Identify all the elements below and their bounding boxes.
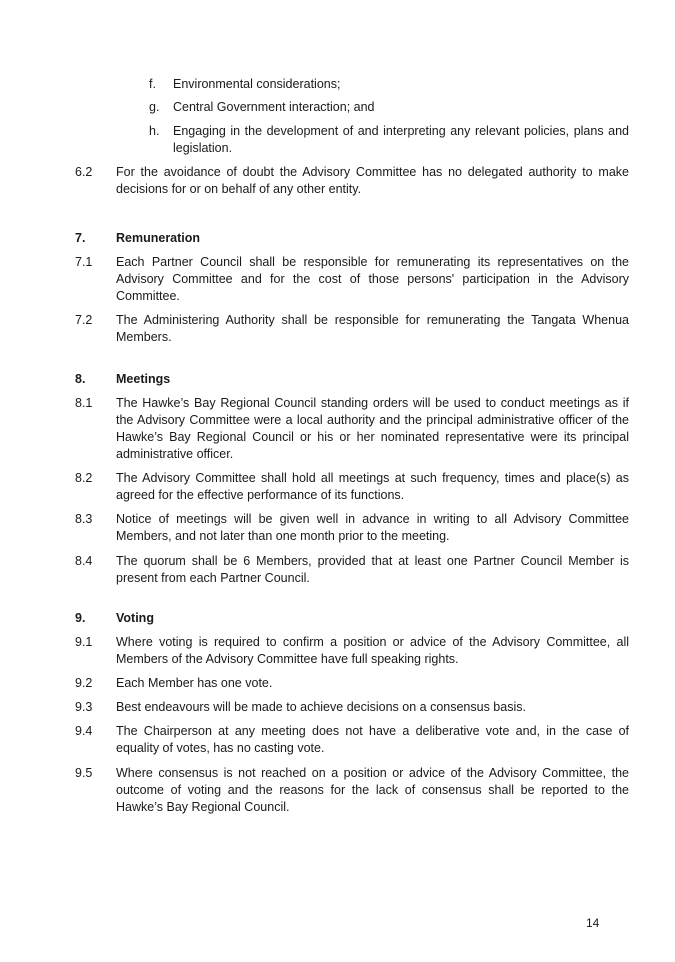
clause-number: 7.2 bbox=[75, 313, 93, 327]
section-8-heading bbox=[75, 371, 629, 388]
clause-number: 9.3 bbox=[75, 700, 93, 714]
clause-text: Notice of meetings will be given well in advance in writing to all Advisory Committee Members, and not later than one month prior to the meeting. bbox=[116, 512, 629, 543]
sub-item-text: Central Government interaction; and bbox=[173, 100, 375, 114]
section-number: 9. bbox=[75, 611, 86, 625]
section-9-heading bbox=[75, 610, 629, 627]
sub-item-h bbox=[149, 123, 629, 157]
sub-item-text: Environmental considerations; bbox=[173, 77, 341, 91]
clause-text: Where voting is required to confirm a position or advice of the Advisory Committee, all Members of the Advisory Committee have full speaking rights. bbox=[116, 635, 629, 666]
clause-text: Best endeavours will be made to achieve decisions on a consensus basis. bbox=[116, 700, 526, 714]
clause-9-1 bbox=[75, 634, 629, 668]
sub-item-letter: f. bbox=[149, 77, 156, 91]
clause-number: 6.2 bbox=[75, 165, 93, 179]
clause-number: 8.3 bbox=[75, 512, 93, 526]
clause-text: Each Member has one vote. bbox=[116, 676, 273, 690]
clause-text: Where consensus is not reached on a position or advice of the Advisory Committee, the outcome of voting and the reasons for the lack of consensus shall be reported to the Hawke’s Bay Regional Council. bbox=[116, 766, 629, 814]
clause-text: The Hawke’s Bay Regional Council standing orders will be used to conduct meetings as if the Advisory Committee were a local authority and the principal administrative officer of the Hawke’s Bay Regional Council or his or her nominated representative were its principal administrative officer. bbox=[116, 396, 629, 461]
sub-item-g bbox=[149, 99, 629, 116]
section-7-heading bbox=[75, 230, 629, 247]
section-title: Meetings bbox=[116, 372, 171, 386]
sub-item-text: Engaging in the development of and interpreting any relevant policies, plans and legislation. bbox=[173, 124, 629, 155]
sub-item-letter: h. bbox=[149, 124, 160, 138]
sub-item-letter: g. bbox=[149, 100, 160, 114]
clause-number: 8.2 bbox=[75, 471, 93, 485]
clause-8-1 bbox=[75, 395, 629, 463]
clause-8-4 bbox=[75, 553, 629, 587]
clause-9-3 bbox=[75, 699, 629, 716]
clause-number: 8.1 bbox=[75, 396, 93, 410]
clause-number: 8.4 bbox=[75, 554, 93, 568]
clause-text: The quorum shall be 6 Members, provided that at least one Partner Council Member is present from each Partner Council. bbox=[116, 554, 629, 585]
page-number: 14 bbox=[586, 916, 600, 930]
clause-text: The Administering Authority shall be responsible for remunerating the Tangata Whenua Members. bbox=[116, 313, 629, 344]
clause-text: For the avoidance of doubt the Advisory Committee has no delegated authority to make decisions for or on behalf of any other entity. bbox=[116, 165, 629, 196]
clause-text: The Advisory Committee shall hold all meetings at such frequency, times and place(s) as agreed for the effective performance of its functions. bbox=[116, 471, 629, 502]
clause-text: Each Partner Council shall be responsible for remunerating its representatives on the Advisory Committee and for the cost of those persons' participation in the Advisory Committee. bbox=[116, 255, 629, 303]
clause-8-3 bbox=[75, 511, 629, 545]
section-number: 8. bbox=[75, 372, 86, 386]
clause-9-4 bbox=[75, 723, 629, 757]
clause-7-2 bbox=[75, 312, 629, 346]
section-title: Remuneration bbox=[116, 231, 201, 245]
clause-text: The Chairperson at any meeting does not have a deliberative vote and, in the case of equality of votes, has no casting vote. bbox=[116, 724, 629, 755]
sub-item-f bbox=[149, 76, 629, 93]
clause-number: 9.5 bbox=[75, 766, 93, 780]
clause-6-2 bbox=[75, 164, 629, 198]
clause-9-5 bbox=[75, 765, 629, 816]
clause-7-1 bbox=[75, 254, 629, 305]
clause-number: 9.2 bbox=[75, 676, 93, 690]
clause-number: 7.1 bbox=[75, 255, 93, 269]
clause-8-2 bbox=[75, 470, 629, 504]
section-number: 7. bbox=[75, 231, 86, 245]
clause-number: 9.4 bbox=[75, 724, 93, 738]
section-title: Voting bbox=[116, 611, 154, 625]
clause-9-2 bbox=[75, 675, 629, 692]
clause-number: 9.1 bbox=[75, 635, 93, 649]
